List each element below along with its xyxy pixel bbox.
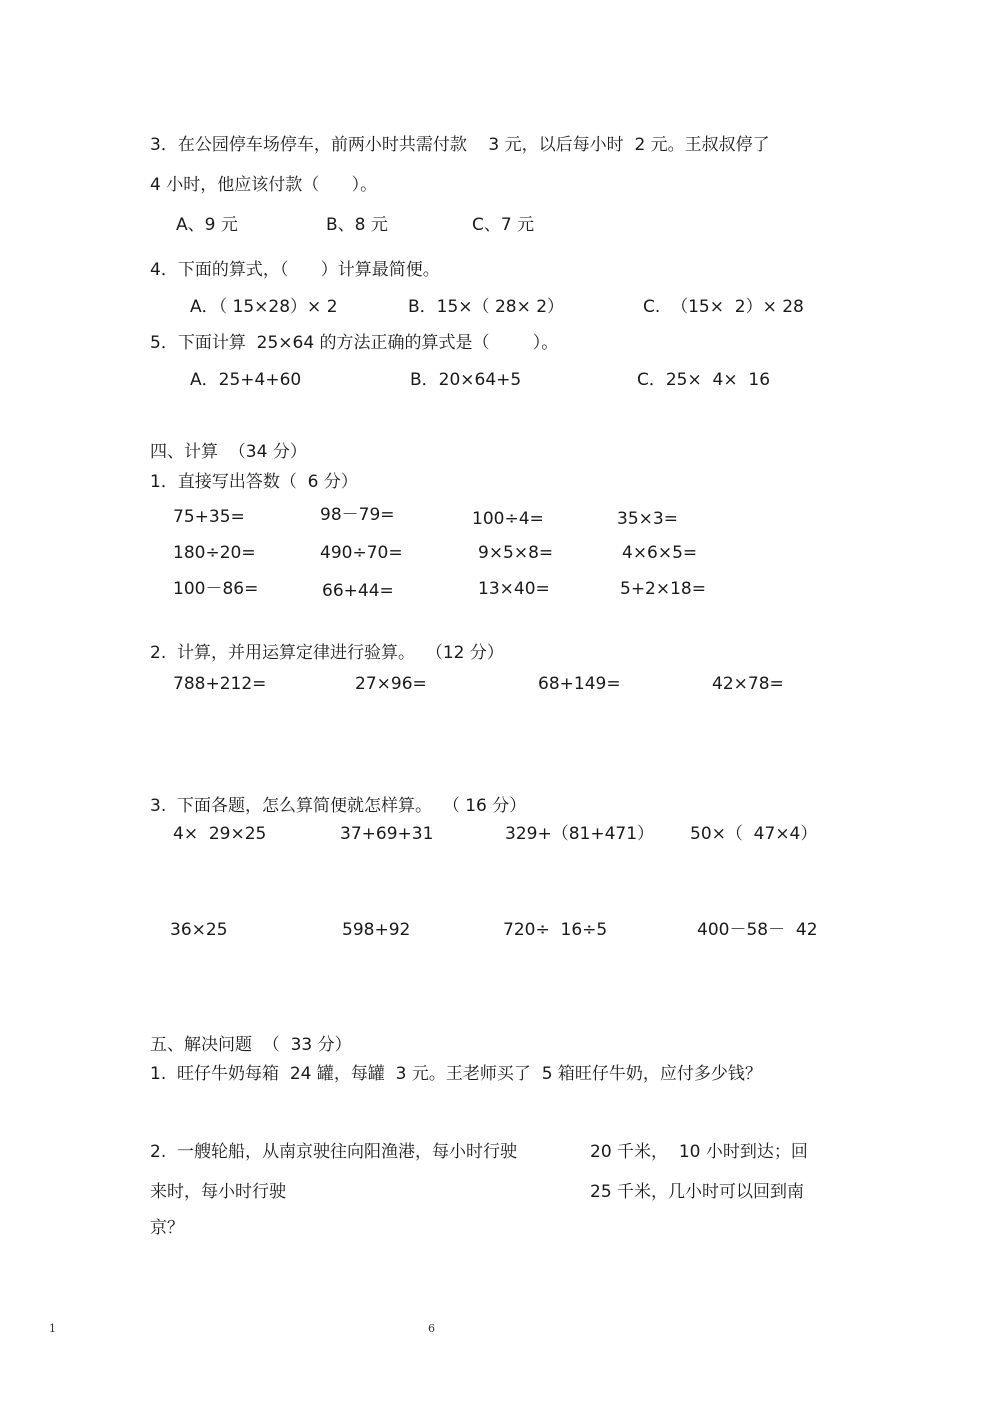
section4-part2-title: 2. 计算，并用运算定律进行验算。 （12 分） — [150, 643, 504, 663]
simplify-item: 598+92 — [342, 920, 411, 940]
section4-part3-title: 3. 下面各题，怎么算简便就怎样算。 （ 16 分） — [150, 796, 527, 816]
q3-line2: 4 小时，他应该付款（ ）。 — [150, 175, 378, 195]
verify-item: 788+212= — [173, 674, 267, 694]
q3-option-a: A、9 元 — [176, 215, 238, 235]
simplify-item: 400－58－ 42 — [697, 920, 818, 940]
mental-math-item: 35×3= — [617, 509, 678, 529]
section5-q1: 1. 旺仔牛奶每箱 24 罐，每罐 3 元。王老师买了 5 箱旺仔牛奶，应付多少钱？ — [150, 1064, 762, 1084]
mental-math-item: 180÷20= — [173, 543, 256, 563]
q4-stem: 4．下面的算式，（ ）计算最简便。 — [150, 260, 440, 280]
simplify-item: 50×（ 47×4） — [690, 824, 818, 844]
simplify-item: 720÷ 16÷5 — [503, 920, 608, 940]
q3-option-b: B、8 元 — [326, 215, 388, 235]
verify-item: 68+149= — [538, 674, 621, 694]
q5-option-c: C．25× 4× 16 — [637, 370, 771, 390]
q4-option-a: A．（ 15×28）× 2 — [190, 297, 338, 317]
mental-math-item: 4×6×5= — [622, 543, 698, 563]
q4-option-b: B．15×（ 28× 2） — [408, 297, 565, 317]
q5-option-b: B．20×64+5 — [410, 370, 522, 390]
simplify-item: 4× 29×25 — [173, 824, 267, 844]
verify-item: 42×78= — [712, 674, 784, 694]
section5-title: 五、解决问题 （ 33 分） — [150, 1035, 352, 1055]
simplify-item: 329+（81+471） — [505, 824, 655, 844]
mental-math-item: 98－79= — [320, 505, 395, 525]
section5-q2-line2a: 来时，每小时行驶 — [150, 1182, 286, 1202]
mental-math-item: 5+2×18= — [620, 579, 706, 599]
q5-option-a: A．25+4+60 — [190, 370, 302, 390]
section5-q2-line3: 京？ — [150, 1218, 184, 1238]
page-number: 6 — [428, 1322, 435, 1335]
mental-math-item: 75+35= — [173, 507, 245, 527]
section5-q2-line2b: 25 千米，几小时可以回到南 — [590, 1182, 805, 1202]
mental-math-item: 100÷4= — [472, 509, 544, 529]
q5-stem: 5．下面计算 25×64 的方法正确的算式是（ ）。 — [150, 333, 559, 353]
section4-title: 四、计算 （34 分） — [150, 442, 307, 462]
mental-math-item: 9×5×8= — [478, 543, 554, 563]
section4-part1-title: 1．直接写出答数（ 6 分） — [150, 472, 358, 492]
mental-math-item: 66+44= — [322, 581, 394, 601]
mental-math-item: 13×40= — [478, 579, 550, 599]
mental-math-item: 490÷70= — [320, 543, 403, 563]
mental-math-item: 100－86= — [173, 579, 259, 599]
q4-option-c: C. （15× 2）× 28 — [643, 297, 804, 317]
q3-line1: 3．在公园停车场停车，前两小时共需付款 3 元，以后每小时 2 元。王叔叔停了 — [150, 135, 770, 155]
section5-q2-line1b: 20 千米， 10 小时到达；回 — [590, 1142, 808, 1162]
section5-q2-line1a: 2. 一艘轮船，从南京驶往向阳渔港，每小时行驶 — [150, 1142, 518, 1162]
simplify-item: 36×25 — [170, 920, 228, 940]
q3-option-c: C、7 元 — [472, 215, 535, 235]
simplify-item: 37+69+31 — [340, 824, 434, 844]
footer-left-mark: 1 — [49, 1322, 56, 1335]
verify-item: 27×96= — [355, 674, 427, 694]
